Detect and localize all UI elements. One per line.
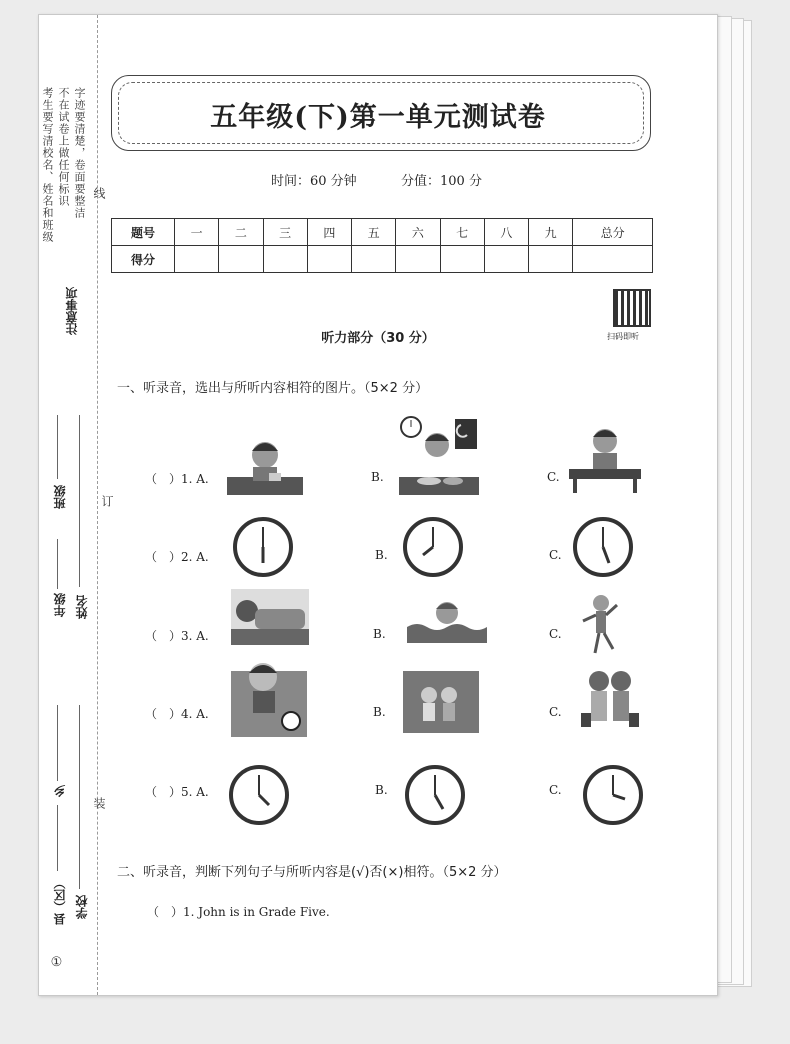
col-4: 四 bbox=[307, 219, 351, 246]
col-8: 八 bbox=[484, 219, 528, 246]
page-title: 五年级(下)第一单元测试卷 bbox=[210, 102, 546, 133]
cut-mark-zhuang: 装 bbox=[92, 797, 106, 810]
q1-row4-c: C. bbox=[549, 705, 562, 719]
q1-row1-c: C. bbox=[547, 470, 560, 484]
section-title: 听力部分（30 分） bbox=[321, 331, 435, 346]
boy-swimming-picture bbox=[407, 595, 487, 643]
girl-dancing-picture bbox=[579, 591, 621, 655]
score-table-header-row bbox=[112, 219, 653, 246]
score-cell[interactable] bbox=[352, 246, 396, 273]
q1-row5-b: B. bbox=[375, 783, 388, 797]
notes-title: 注意事项 bbox=[65, 287, 79, 335]
question-1-title: 一、听录音，选出与所听内容相符的图片。（5×2 分） bbox=[117, 381, 429, 396]
score-table bbox=[111, 218, 653, 273]
score-label: 分值：100 分 bbox=[401, 174, 482, 189]
score-cell[interactable] bbox=[307, 246, 351, 273]
col-1: 一 bbox=[175, 219, 219, 246]
field-county-label: 县（区） bbox=[53, 877, 67, 925]
q1-row2-c: C. bbox=[549, 548, 562, 562]
time-label: 时间：60 分钟 bbox=[271, 174, 357, 189]
note-3: 字迹要清楚，卷面要整洁 bbox=[73, 87, 86, 219]
clock-5c-icon bbox=[583, 763, 643, 827]
field-town-line bbox=[57, 705, 58, 781]
clock-5b-icon bbox=[405, 763, 465, 827]
boy-football-picture bbox=[231, 657, 307, 737]
col-9: 九 bbox=[529, 219, 573, 246]
kids-walking-picture bbox=[403, 671, 479, 733]
q1-row3-b: B. bbox=[373, 627, 386, 641]
clock-c-icon bbox=[573, 515, 633, 579]
boy-breakfast-clock-picture bbox=[399, 415, 479, 495]
field-county-line bbox=[57, 805, 58, 871]
note-1: 考生要写清校名、姓名和班级 bbox=[41, 87, 54, 243]
col-5: 五 bbox=[352, 219, 396, 246]
col-total: 总分 bbox=[573, 219, 653, 246]
cut-mark-ding: 订 bbox=[100, 495, 114, 508]
row-header-score: 得分 bbox=[112, 246, 175, 273]
field-grade-line bbox=[57, 539, 58, 589]
page-number: ① bbox=[49, 955, 64, 971]
girl-sleeping-picture bbox=[231, 589, 309, 645]
q1-row3-c: C. bbox=[549, 627, 562, 641]
score-cell[interactable] bbox=[219, 246, 263, 273]
clock-a-icon bbox=[233, 515, 293, 579]
q1-row4-b: B. bbox=[373, 705, 386, 719]
q1-row1-b: B. bbox=[371, 470, 384, 484]
score-cell[interactable] bbox=[573, 246, 653, 273]
field-school-label: 学校 bbox=[75, 895, 89, 919]
field-grade-label: 年级 bbox=[53, 593, 67, 617]
col-2: 二 bbox=[219, 219, 263, 246]
exam-page bbox=[38, 14, 718, 996]
field-school-line bbox=[79, 705, 80, 889]
boy-eating-picture bbox=[227, 429, 303, 495]
q1-row4-label: （ ）4. A. bbox=[145, 707, 209, 721]
row-header-question: 题号 bbox=[112, 219, 175, 246]
field-town-label: 乡 bbox=[53, 785, 67, 797]
cut-mark-line: 线 bbox=[92, 187, 106, 200]
note-2: 不在试卷上做任何标识 bbox=[57, 87, 70, 207]
col-7: 七 bbox=[440, 219, 484, 246]
score-cell[interactable] bbox=[529, 246, 573, 273]
binding-line bbox=[97, 15, 98, 995]
q1-row5-label: （ ）5. A. bbox=[145, 785, 209, 799]
q1-row5-c: C. bbox=[549, 783, 562, 797]
field-name-label: 姓名 bbox=[75, 595, 89, 619]
girls-shopping-picture bbox=[579, 665, 639, 739]
q1-row2-label: （ ）2. A. bbox=[145, 550, 209, 564]
field-name-line bbox=[79, 415, 80, 587]
score-cell[interactable] bbox=[396, 246, 440, 273]
q1-row3-label: （ ）3. A. bbox=[145, 629, 209, 643]
qr-label: 扫码即听 bbox=[607, 332, 639, 341]
q1-row2-b: B. bbox=[375, 548, 388, 562]
col-3: 三 bbox=[263, 219, 307, 246]
field-class-label: 班级 bbox=[53, 485, 67, 509]
col-6: 六 bbox=[396, 219, 440, 246]
boy-at-desk-picture bbox=[567, 421, 643, 493]
clock-b-icon bbox=[403, 515, 463, 579]
qr-code-icon[interactable] bbox=[613, 289, 651, 327]
score-cell[interactable] bbox=[484, 246, 528, 273]
score-cell[interactable] bbox=[263, 246, 307, 273]
clock-5a-icon bbox=[229, 763, 289, 827]
score-cell[interactable] bbox=[440, 246, 484, 273]
field-class-line bbox=[57, 415, 58, 479]
score-cell[interactable] bbox=[175, 246, 219, 273]
score-table-score-row bbox=[112, 246, 653, 273]
question-2-title: 二、听录音，判断下列句子与所听内容是(√)否(×)相符。（5×2 分） bbox=[117, 865, 507, 880]
q1-row1-label: （ ）1. A. bbox=[145, 472, 209, 486]
q2-item-1: （ ）1. John is in Grade Five. bbox=[147, 905, 330, 919]
